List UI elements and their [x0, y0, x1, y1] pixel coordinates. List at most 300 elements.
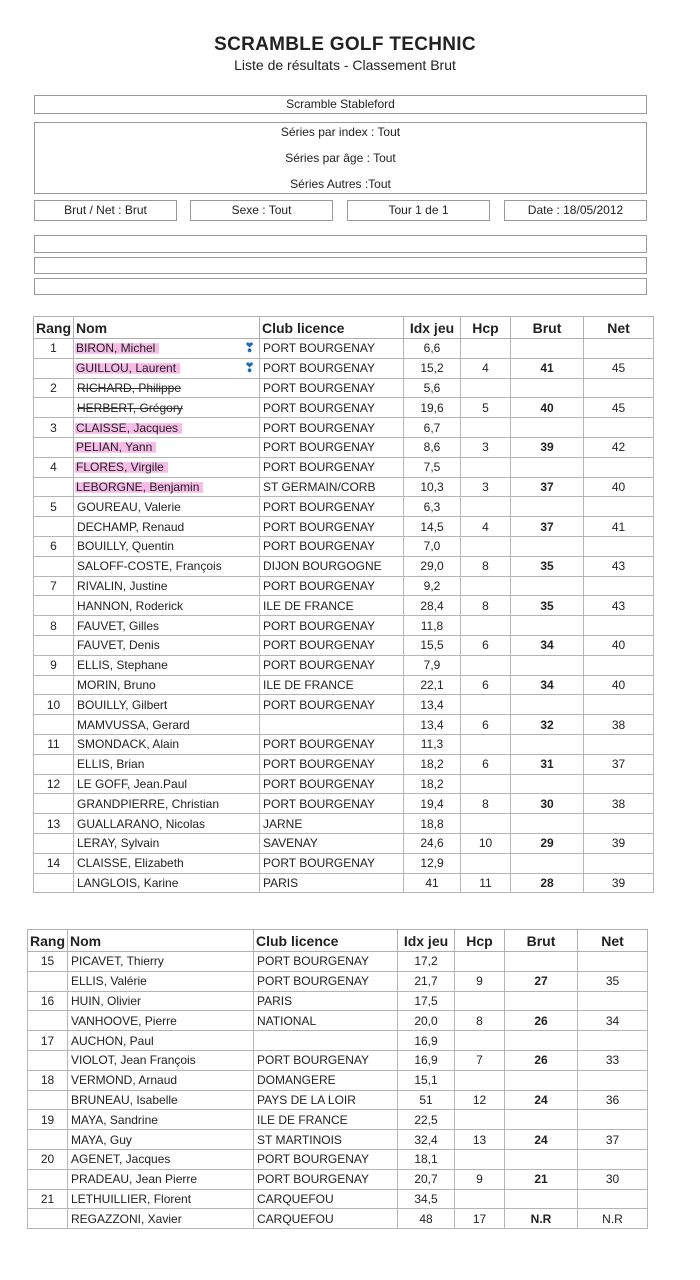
blank-box-3	[34, 278, 647, 295]
index-cell	[404, 675, 461, 695]
net-text: 40	[611, 479, 626, 494]
club-text: SAVENAY	[263, 836, 318, 851]
net-cell	[584, 457, 654, 477]
net-text: 38	[611, 796, 626, 811]
net-cell	[584, 536, 654, 556]
hcp-text: 13	[472, 1132, 487, 1147]
hcp-text: 4	[482, 361, 489, 376]
rank-cell	[34, 358, 74, 378]
name-text: LANGLOIS, Karine	[77, 875, 179, 890]
name-text: VANHOOVE, Pierre	[71, 1013, 177, 1028]
table-row	[34, 814, 654, 834]
club-cell	[254, 1110, 398, 1130]
brut-cell	[511, 378, 584, 398]
index-text: 24,6	[420, 836, 444, 851]
table-row	[28, 1070, 648, 1090]
name-cell	[74, 596, 260, 616]
index-cell	[398, 1090, 455, 1110]
table-row	[34, 754, 654, 774]
rank-cell	[34, 497, 74, 517]
rank-cell	[34, 378, 74, 398]
name-cell	[74, 616, 260, 636]
name-text: FLORES, Virgile	[75, 460, 168, 474]
index-cell	[404, 418, 461, 438]
tour-box	[347, 200, 490, 221]
index-text: 18,2	[420, 757, 444, 772]
blank-box-2	[34, 257, 647, 274]
club-cell	[254, 1149, 398, 1169]
club-cell	[254, 1169, 398, 1189]
rank-text: 1	[50, 341, 57, 356]
table-row	[34, 536, 654, 556]
name-cell	[74, 715, 260, 735]
hcp-cell	[461, 695, 511, 715]
club-cell	[260, 437, 404, 457]
name-text: RICHARD, Philippe	[77, 380, 182, 395]
table-row	[28, 952, 648, 972]
index-cell	[404, 774, 461, 794]
net-text: 37	[611, 757, 626, 772]
net-text: 34	[605, 1013, 620, 1028]
hcp-cell	[461, 715, 511, 735]
hcp-cell	[455, 1149, 505, 1169]
name-text: VIOLOT, Jean François	[71, 1053, 196, 1068]
club-cell	[254, 1011, 398, 1031]
name-cell	[68, 1189, 254, 1209]
net-text: 40	[611, 638, 626, 653]
net-cell	[578, 991, 648, 1011]
club-text: CARQUEFOU	[257, 1191, 334, 1206]
brut-text: 26	[534, 1053, 548, 1068]
name-cell	[74, 418, 260, 438]
club-text: PORT BOURGENAY	[263, 380, 376, 395]
table-row	[34, 616, 654, 636]
club-text: PORT BOURGENAY	[263, 796, 376, 811]
club-text: PORT BOURGENAY	[263, 499, 376, 514]
club-text: PORT BOURGENAY	[263, 856, 376, 871]
table-row	[34, 398, 654, 418]
name-text: BIRON, Michel	[75, 341, 159, 355]
brut-cell	[511, 833, 584, 853]
index-cell	[404, 734, 461, 754]
index-cell	[398, 1169, 455, 1189]
index-text: 48	[419, 1211, 433, 1226]
table-row	[34, 418, 654, 438]
index-text: 14,5	[420, 519, 444, 534]
index-cell	[404, 358, 461, 378]
club-text: PORT BOURGENAY	[263, 618, 376, 633]
brut-text: 26	[534, 1013, 548, 1028]
rank-text: 21	[40, 1191, 55, 1206]
index-cell	[398, 971, 455, 991]
hcp-text: 8	[482, 598, 489, 613]
hcp-text: 8	[482, 796, 489, 811]
name-text: LETHUILLIER, Florent	[71, 1191, 192, 1206]
hcp-cell	[461, 833, 511, 853]
club-text: PORT BOURGENAY	[263, 578, 376, 593]
rank-text: 13	[46, 816, 61, 831]
name-text: PELIAN, Yann	[75, 440, 156, 454]
club-text: PORT BOURGENAY	[257, 1172, 370, 1187]
brut-text: 34	[540, 677, 554, 692]
index-text: 22,1	[420, 677, 444, 692]
hcp-cell	[461, 497, 511, 517]
col-brut: Brut	[511, 317, 584, 339]
brut-cell	[505, 1130, 578, 1150]
name-cell	[74, 378, 260, 398]
club-text: PORT BOURGENAY	[257, 1152, 370, 1167]
brut-cell	[511, 517, 584, 537]
brut-cell	[511, 576, 584, 596]
table-row	[28, 1169, 648, 1189]
index-cell	[398, 1031, 455, 1051]
net-cell	[578, 1149, 648, 1169]
rank-text: 12	[46, 776, 61, 791]
net-cell	[584, 873, 654, 893]
hcp-cell	[455, 1070, 505, 1090]
hcp-cell	[455, 1209, 505, 1229]
club-text: ST MARTINOIS	[257, 1132, 342, 1147]
name-text: GUALLARANO, Nicolas	[77, 816, 206, 831]
index-cell	[404, 517, 461, 537]
net-cell	[584, 695, 654, 715]
name-text: LEBORGNE, Benjamin	[75, 480, 203, 494]
brut-text: 24	[534, 1132, 548, 1147]
index-cell	[404, 715, 461, 735]
club-cell	[260, 497, 404, 517]
rank-text: 15	[40, 954, 55, 969]
club-text: PARIS	[263, 875, 299, 890]
date-box	[504, 200, 647, 221]
index-cell	[404, 794, 461, 814]
club-text: PORT BOURGENAY	[263, 341, 376, 356]
net-cell	[584, 655, 654, 675]
name-cell	[74, 853, 260, 873]
club-text: DIJON BOURGOGNE	[263, 559, 382, 574]
club-text: PORT BOURGENAY	[263, 420, 376, 435]
brut-cell	[511, 794, 584, 814]
series-index: Séries par index : Tout	[280, 125, 401, 139]
club-cell	[254, 952, 398, 972]
hcp-text: 12	[472, 1092, 487, 1107]
rank-cell	[34, 437, 74, 457]
table-row	[34, 378, 654, 398]
series-box	[34, 122, 647, 194]
hcp-text: 3	[482, 440, 489, 455]
rank-cell	[28, 1209, 68, 1229]
series-age: Séries par âge : Tout	[285, 151, 396, 165]
brut-cell	[511, 675, 584, 695]
name-cell	[74, 675, 260, 695]
name-cell	[74, 358, 260, 378]
index-cell	[404, 873, 461, 893]
brut-text: 40	[540, 400, 554, 415]
index-cell	[398, 1050, 455, 1070]
brut-cell	[505, 1050, 578, 1070]
index-text: 15,5	[420, 638, 444, 653]
index-text: 6,6	[423, 341, 441, 356]
rank-cell	[34, 873, 74, 893]
brut-cell	[511, 754, 584, 774]
net-text: 37	[605, 1132, 620, 1147]
hcp-cell	[461, 556, 511, 576]
hcp-cell	[461, 794, 511, 814]
net-cell	[584, 477, 654, 497]
hcp-cell	[461, 378, 511, 398]
rank-cell	[28, 1070, 68, 1090]
net-cell	[584, 418, 654, 438]
brut-text: 37	[540, 519, 554, 534]
net-text: 45	[611, 400, 626, 415]
brut-cell	[505, 1169, 578, 1189]
index-text: 18,1	[414, 1152, 438, 1167]
hcp-cell	[461, 418, 511, 438]
table-row	[34, 477, 654, 497]
net-cell	[584, 596, 654, 616]
hcp-cell	[461, 576, 511, 596]
rank-cell	[28, 1031, 68, 1051]
club-text: ILE DE FRANCE	[257, 1112, 348, 1127]
net-text: 39	[611, 836, 626, 851]
hcp-cell	[455, 1130, 505, 1150]
net-text: 36	[605, 1092, 620, 1107]
index-text: 28,4	[420, 598, 444, 613]
brut-cell	[511, 418, 584, 438]
formula-label: Scramble Stableford	[286, 97, 395, 111]
index-cell	[404, 398, 461, 418]
rank-cell	[34, 576, 74, 596]
brut-text: 27	[534, 974, 548, 989]
index-text: 19,4	[420, 796, 444, 811]
club-text: PORT BOURGENAY	[257, 1053, 370, 1068]
net-cell	[578, 1090, 648, 1110]
club-cell	[260, 517, 404, 537]
brut-cell	[511, 814, 584, 834]
club-cell	[260, 536, 404, 556]
club-text: CARQUEFOU	[257, 1211, 334, 1226]
hcp-cell	[455, 1169, 505, 1189]
club-cell	[260, 695, 404, 715]
name-text: MAYA, Guy	[71, 1132, 132, 1147]
hcp-cell	[461, 616, 511, 636]
rank-cell	[34, 536, 74, 556]
net-text: 41	[611, 519, 626, 534]
club-cell	[260, 398, 404, 418]
col-idx: Idx jeu	[398, 930, 455, 952]
club-cell	[254, 1090, 398, 1110]
club-text: PORT BOURGENAY	[263, 460, 376, 475]
name-cell	[74, 734, 260, 754]
brut-cell	[505, 1011, 578, 1031]
net-cell	[584, 398, 654, 418]
sexe-label: Sexe : Tout	[231, 203, 292, 217]
name-text: GOUREAU, Valerie	[77, 499, 181, 514]
net-cell	[584, 814, 654, 834]
index-cell	[404, 457, 461, 477]
index-text: 11,3	[420, 737, 444, 752]
net-text: 39	[611, 875, 626, 890]
pen-mark-icon: ❣	[244, 360, 255, 376]
table-row	[34, 655, 654, 675]
hcp-cell	[455, 1090, 505, 1110]
index-text: 16,9	[414, 1033, 438, 1048]
index-text: 8,6	[423, 440, 441, 455]
index-cell	[404, 576, 461, 596]
table-row	[28, 1011, 648, 1031]
net-cell	[584, 378, 654, 398]
brut-cell	[511, 695, 584, 715]
brut-text: N.R	[530, 1211, 552, 1226]
brut-cell	[511, 339, 584, 359]
pen-mark-icon: ❣	[244, 340, 255, 356]
col-net: Net	[584, 317, 654, 339]
brut-net-label: Brut / Net : Brut	[64, 203, 147, 217]
name-cell	[68, 1169, 254, 1189]
index-text: 13,4	[420, 717, 444, 732]
name-text: RIVALIN, Justine	[77, 578, 168, 593]
name-text: GUILLOU, Laurent	[75, 361, 180, 375]
hcp-text: 5	[482, 400, 489, 415]
net-cell	[584, 517, 654, 537]
index-cell	[404, 477, 461, 497]
net-cell	[584, 497, 654, 517]
table-row	[28, 991, 648, 1011]
brut-text: 34	[540, 638, 554, 653]
name-cell	[74, 477, 260, 497]
brut-net-box	[34, 200, 177, 221]
club-text: ST GERMAIN/CORB	[263, 479, 376, 494]
name-text: AUCHON, Paul	[71, 1033, 154, 1048]
name-cell	[74, 655, 260, 675]
brut-text: 30	[540, 796, 554, 811]
name-text: HANNON, Roderick	[77, 598, 184, 613]
brut-cell	[505, 1110, 578, 1130]
club-cell	[260, 794, 404, 814]
table-header-row	[28, 930, 648, 952]
hcp-cell	[455, 1110, 505, 1130]
table-row	[34, 873, 654, 893]
name-text: ELLIS, Stephane	[77, 658, 168, 673]
net-cell	[578, 1011, 648, 1031]
table-row	[34, 457, 654, 477]
net-cell	[584, 339, 654, 359]
name-text: HUIN, Olivier	[71, 993, 142, 1008]
rank-cell	[28, 952, 68, 972]
club-text: PORT BOURGENAY	[263, 737, 376, 752]
name-text: AGENET, Jacques	[71, 1152, 171, 1167]
hcp-cell	[455, 991, 505, 1011]
rank-cell	[28, 1130, 68, 1150]
club-text: PORT BOURGENAY	[263, 519, 376, 534]
index-cell	[404, 536, 461, 556]
brut-cell	[511, 437, 584, 457]
name-text: ELLIS, Brian	[77, 757, 145, 772]
net-text: 43	[611, 598, 626, 613]
net-text: 35	[605, 974, 620, 989]
name-cell	[74, 556, 260, 576]
net-cell	[578, 952, 648, 972]
brut-cell	[505, 1070, 578, 1090]
rank-cell	[34, 754, 74, 774]
net-cell	[584, 675, 654, 695]
index-text: 7,9	[423, 658, 441, 673]
brut-text: 31	[540, 757, 554, 772]
rank-cell	[34, 457, 74, 477]
net-cell	[584, 358, 654, 378]
index-cell	[398, 1130, 455, 1150]
name-cell	[68, 1209, 254, 1229]
table-row	[34, 358, 654, 378]
net-cell	[584, 616, 654, 636]
rank-cell	[34, 418, 74, 438]
col-club: Club licence	[260, 317, 404, 339]
net-cell	[584, 754, 654, 774]
rank-cell	[28, 1050, 68, 1070]
club-text: PARIS	[257, 993, 293, 1008]
table-row	[34, 596, 654, 616]
club-cell	[260, 655, 404, 675]
rank-text: 17	[40, 1033, 55, 1048]
rank-cell	[34, 398, 74, 418]
rank-cell	[34, 853, 74, 873]
name-text: SMONDACK, Alain	[77, 737, 180, 752]
index-cell	[404, 556, 461, 576]
club-cell	[254, 971, 398, 991]
brut-text: 24	[534, 1092, 548, 1107]
net-cell	[584, 437, 654, 457]
table-row	[34, 517, 654, 537]
club-cell	[260, 635, 404, 655]
club-cell	[260, 734, 404, 754]
name-cell	[68, 991, 254, 1011]
rank-cell	[34, 596, 74, 616]
club-cell	[260, 833, 404, 853]
hcp-cell	[455, 1011, 505, 1031]
club-text: ILE DE FRANCE	[263, 677, 354, 692]
rank-cell	[34, 675, 74, 695]
net-cell	[578, 1070, 648, 1090]
name-cell	[74, 794, 260, 814]
club-text: JARNE	[263, 816, 303, 831]
club-cell	[260, 339, 404, 359]
hcp-cell	[461, 635, 511, 655]
club-cell	[254, 991, 398, 1011]
table-row	[28, 1031, 648, 1051]
index-text: 9,2	[423, 578, 441, 593]
table-row	[34, 853, 654, 873]
hcp-cell	[461, 734, 511, 754]
rank-cell	[28, 991, 68, 1011]
hcp-cell	[461, 814, 511, 834]
name-cell	[74, 497, 260, 517]
rank-cell	[34, 339, 74, 359]
name-text: REGAZZONI, Xavier	[71, 1211, 182, 1226]
name-text: FAUVET, Denis	[77, 638, 160, 653]
table-row	[34, 833, 654, 853]
table-row	[28, 1149, 648, 1169]
index-text: 16,9	[414, 1053, 438, 1068]
brut-cell	[505, 1090, 578, 1110]
hcp-cell	[461, 437, 511, 457]
index-cell	[404, 616, 461, 636]
name-cell	[68, 1130, 254, 1150]
col-brut: Brut	[505, 930, 578, 952]
table-row	[28, 1130, 648, 1150]
index-text: 13,4	[420, 697, 444, 712]
club-text: PORT BOURGENAY	[263, 400, 376, 415]
index-cell	[404, 497, 461, 517]
club-cell	[254, 1070, 398, 1090]
